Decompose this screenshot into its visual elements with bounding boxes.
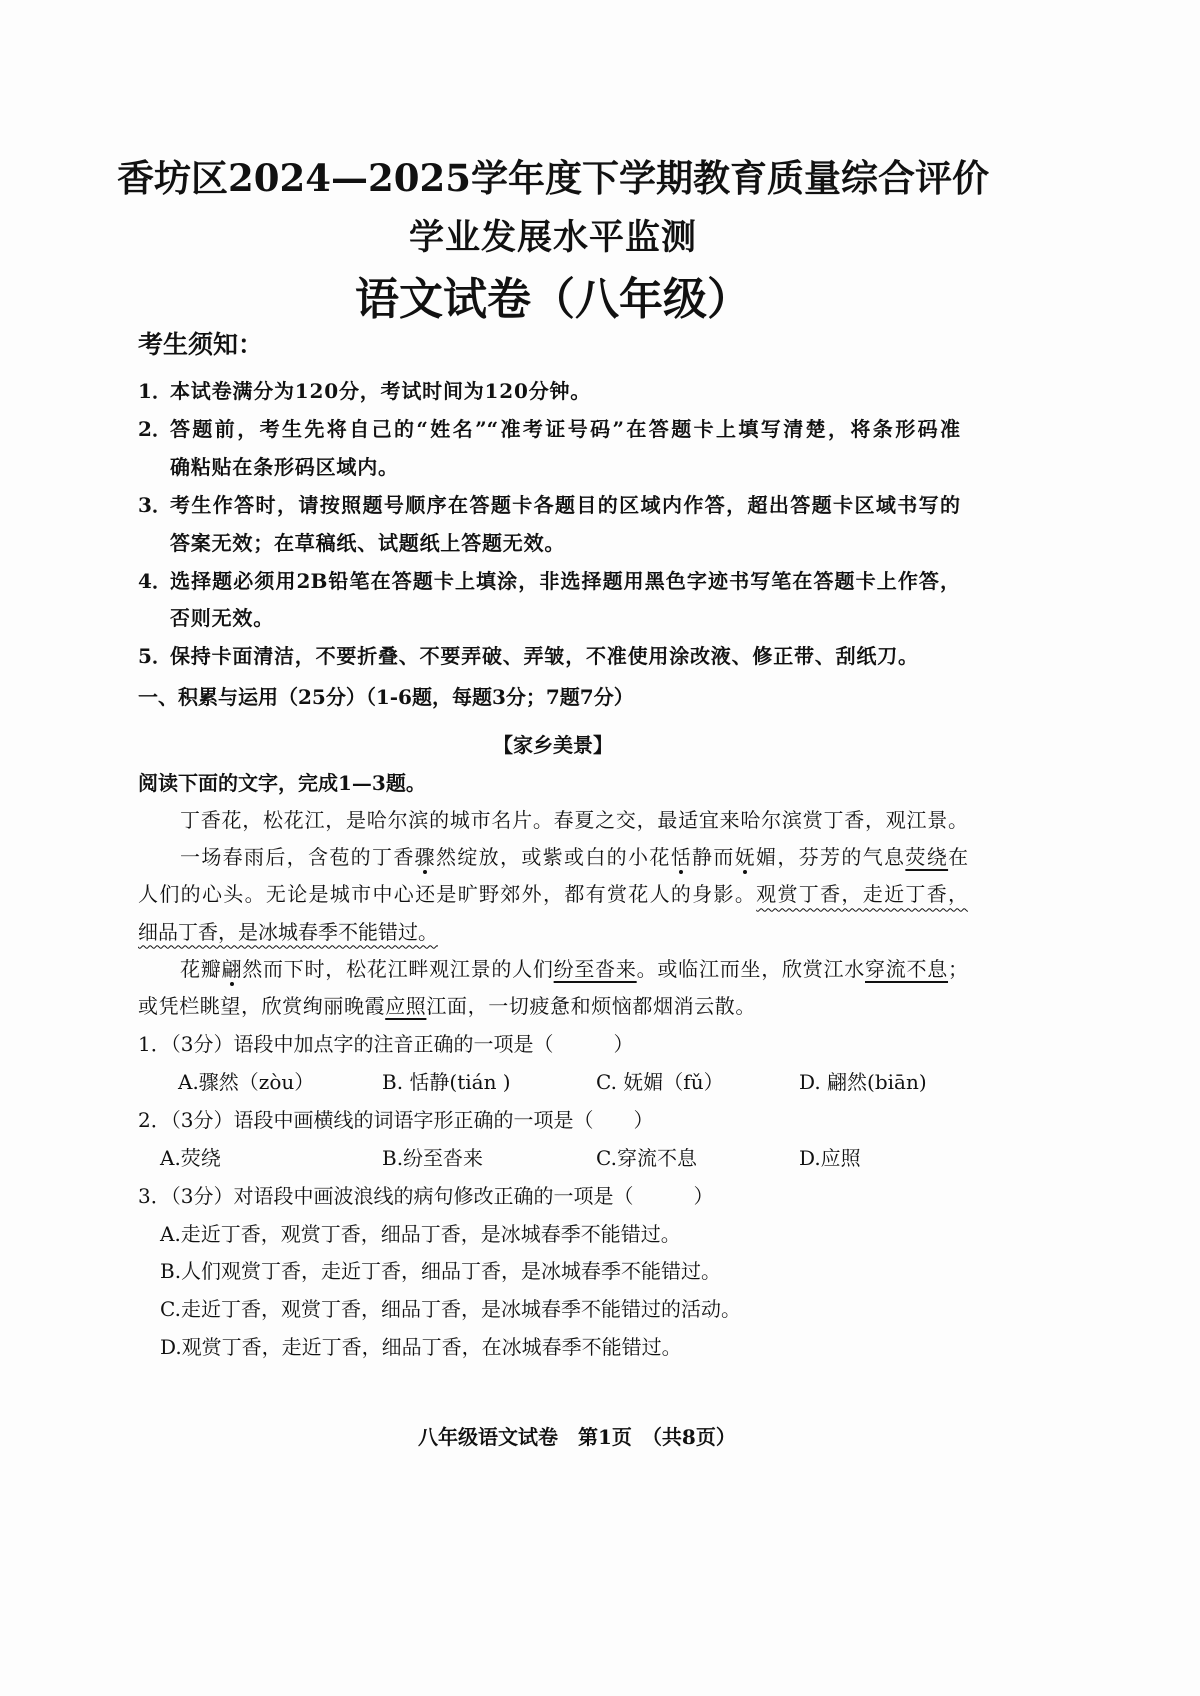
- notice-item-number: 4．: [138, 568, 172, 593]
- notice-item-body: [170, 487, 960, 563]
- option-a: A.骤然（zòu）: [178, 1069, 315, 1094]
- paper-title: 语文试卷（八年级）: [355, 274, 751, 325]
- notice-item-text: 考生作答时，请按照题号顺序在答题卡各题目的区域内作答，超出答题卡区域书写的: [170, 492, 960, 517]
- passage-line: [138, 839, 968, 876]
- reading-instruction: 阅读下面的文字，完成1—3题。: [138, 771, 426, 795]
- option-a: A.荧绕: [160, 1145, 221, 1170]
- question-stem: 2．（3分）语段中画横线的词语字形正确的一项是（ ）: [138, 1107, 654, 1132]
- passage-text: 丁香花，松花江，是哈尔滨的城市名片。春夏之交，最适宜来哈尔滨赏丁香，观江景。: [180, 808, 968, 832]
- notice-item-text: 选择题必须用2B铅笔在答题卡上填涂，非选择题用黑色字迹书写笔在答题卡上作答，: [170, 568, 960, 593]
- passage-text: 然绽放，或紫或白的小花: [436, 845, 671, 870]
- notice-item-text: 否则无效。: [170, 606, 274, 631]
- passage-line: [138, 876, 968, 913]
- option-d: D.观赏丁香，走近丁香，细品丁香，在冰城春季不能错过。: [160, 1335, 682, 1360]
- notice-item-body: [170, 638, 960, 676]
- passage-line: [138, 951, 968, 988]
- passage-text: 花瓣: [180, 956, 222, 981]
- notice-item: [138, 373, 968, 411]
- passage-text: 人们的心头。无论是城市中心还是旷野郊外，都有赏花人的身影。: [138, 882, 757, 907]
- passage-line: [138, 988, 968, 1025]
- option-b: B.纷至沓来: [382, 1145, 484, 1170]
- passage-text: 或凭栏眺望，欣赏绚丽晚霞: [138, 994, 386, 1019]
- section-heading: 一、积累与运用（25分）（1-6题，每题3分；7题7分）: [138, 685, 634, 709]
- theme-heading: 【家乡美景】: [493, 733, 613, 757]
- notice-item: [138, 487, 968, 563]
- passage-text: 在: [948, 845, 969, 870]
- passage-text: 江面，一切疲惫和烦恼都烟消云散。: [426, 994, 757, 1019]
- dotted-character: 恬: [670, 845, 693, 870]
- option-c: C.走近丁香，观赏丁香，细品丁香，是冰城春季不能错过的活动。: [160, 1297, 741, 1322]
- notice-item-number: 1．: [138, 379, 172, 403]
- notice-item-body: [170, 563, 960, 639]
- question-2: [138, 1102, 968, 1178]
- option-a: A.走近丁香，观赏丁香，细品丁香，是冰城春季不能错过。: [160, 1221, 681, 1246]
- passage-text: 然而下时，松花江畔观江景的人们: [242, 956, 554, 981]
- page-footer: 八年级语文试卷 第1页 （共8页）: [418, 1425, 736, 1449]
- notice-item-number: 2．: [138, 416, 172, 441]
- passage-line: [138, 802, 968, 839]
- option-c: C. 妩媚（fǔ）: [596, 1069, 724, 1094]
- option-c: C.穿流不息: [596, 1145, 697, 1170]
- passage-text: 媚，芬芳的气息: [756, 845, 906, 870]
- notice-heading: 考生须知：: [138, 330, 264, 359]
- underlined-word: 纷至沓来: [553, 956, 637, 981]
- notice-item: [138, 563, 968, 639]
- notice-item-number: 3．: [138, 492, 172, 517]
- notice-item-number: 5．: [138, 644, 172, 669]
- wavy-underlined-sentence: 观赏丁香，走近丁香，: [756, 882, 969, 907]
- dotted-character: 骤: [414, 845, 437, 870]
- question-3: [138, 1178, 968, 1368]
- question-list: [138, 1026, 968, 1367]
- wavy-underlined-sentence: 细品丁香，是冰城春季不能错过。: [138, 919, 438, 944]
- notice-item-body: [170, 373, 960, 411]
- passage-paragraph: [138, 802, 968, 839]
- option-d: D.应照: [799, 1145, 861, 1170]
- reading-passage: [138, 802, 968, 1025]
- passage-text: 静而: [692, 845, 735, 870]
- dotted-character: 妩: [734, 845, 757, 870]
- dotted-character: 翩: [221, 956, 243, 981]
- passage-paragraph: [138, 951, 968, 1025]
- passage-text: 。或临江而坐，欣赏江水: [636, 956, 865, 981]
- passage-text: 一场春雨后，含苞的丁香: [180, 845, 415, 870]
- exam-subtitle: 学业发展水平监测: [408, 217, 697, 258]
- underlined-word: 穿流不息: [865, 956, 949, 981]
- underlined-word: 应照: [385, 994, 427, 1019]
- exam-title: 香坊区2024—2025学年度下学期教育质量综合评价: [117, 156, 989, 200]
- passage-text: ；: [948, 956, 969, 981]
- option-d: D. 翩然(biān): [799, 1069, 927, 1094]
- notice-item-text: 本试卷满分为120分，考试时间为120分钟。: [170, 379, 592, 403]
- option-row: [138, 1064, 968, 1102]
- notice-item-text: 答题前，考生先将自己的“姓名”“准考证号码”在答题卡上填写清楚，将条形码准: [170, 416, 960, 441]
- notice-item: [138, 638, 968, 676]
- notice-item-text: 确粘贴在条形码区域内。: [170, 454, 399, 479]
- option-row: [138, 1140, 968, 1178]
- question-stem: 1．（3分）语段中加点字的注音正确的一项是（ ）: [138, 1032, 634, 1056]
- option-b: B. 恬静(tián ): [382, 1069, 511, 1094]
- notice-item-body: [170, 411, 960, 487]
- notice-item: [138, 411, 968, 487]
- notice-item-text: 答案无效；在草稿纸、试题纸上答题无效。: [170, 530, 566, 555]
- notice-item-text: 保持卡面清洁，不要折叠、不要弄破、弄皱，不准使用涂改液、修正带、刮纸刀。: [170, 644, 919, 669]
- notice-list: [138, 373, 968, 676]
- option-b: B.人们观赏丁香，走近丁香，细品丁香，是冰城春季不能错过。: [160, 1259, 722, 1284]
- question-stem: 3．（3分）对语段中画波浪线的病句修改正确的一项是（ ）: [138, 1183, 714, 1208]
- passage-paragraph: [138, 839, 968, 951]
- underlined-word: 荧绕: [905, 845, 949, 870]
- passage-line: [138, 914, 968, 951]
- question-1: [138, 1026, 968, 1102]
